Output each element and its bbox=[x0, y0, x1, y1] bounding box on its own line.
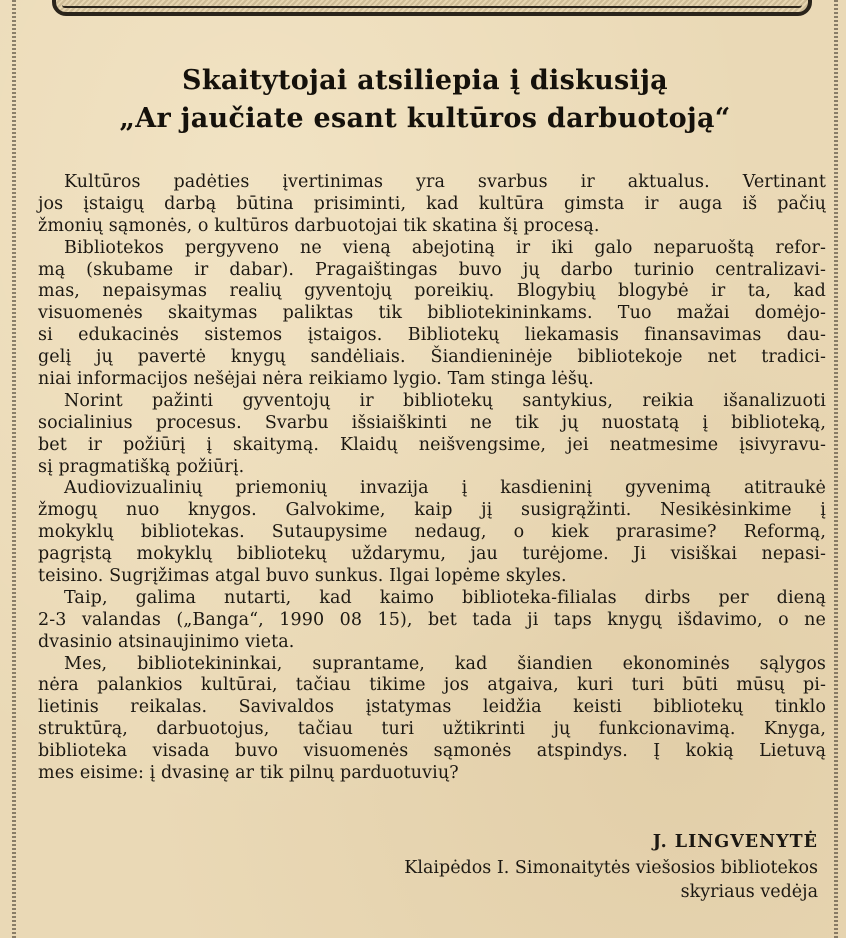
left-column-rule bbox=[12, 0, 16, 938]
headline-line-2: „Ar jaučiate esant kultūros darbuotoją“ bbox=[119, 103, 731, 134]
article-line: mes eisime: į dvasinę ar tik pilnų parduotuvių? bbox=[38, 763, 459, 784]
article-line: nėra palankios kultūrai, tačiau tikime jos atgaiva, kuri turi būti mūsų pi- bbox=[38, 675, 826, 696]
article-line: Audiovizualinių priemonių invazija į kasdieninį gyvenimą atitraukė bbox=[64, 478, 826, 499]
author-affiliation bbox=[404, 856, 818, 904]
article-line: pagrįstą mokyklų bibliotekų uždarymu, jau turėjome. Ji visiškai nepasi- bbox=[38, 544, 826, 565]
article-line: žmonių sąmonės, o kultūros darbuotojai tik skatina šį procesą. bbox=[38, 215, 600, 236]
article-line: jos įstaigų darbą būtina prisiminti, kad kultūra gimsta ir auga iš pačių bbox=[38, 193, 826, 214]
affiliation-line-1: Klaipėdos I. Simonaitytės viešosios bibliotekos bbox=[404, 858, 818, 878]
article-line: mokyklų bibliotekas. Sutaupysime nedaug, o kiek prarasime? Reformą, bbox=[38, 522, 826, 543]
top-ornamental-frame bbox=[52, 0, 812, 16]
article-line: bet ir požiūrį į skaitymą. Klaidų neišvengsime, jei neatmesime įsivyravu- bbox=[38, 434, 826, 455]
article-line: mą (skubame ir dabar). Pragaištingas buvo jų darbo turinio centralizavi- bbox=[38, 259, 826, 280]
affiliation-line-2: skyriaus vedėja bbox=[680, 882, 818, 902]
article-line: si edukacinės sistemos įstaigos. Bibliotekų liekamasis finansavimas dau- bbox=[38, 325, 826, 346]
article-line: lietinis reikalas. Savivaldos įstatymas leidžia keisti bibliotekų tinklo bbox=[38, 697, 826, 718]
article-line: Norint pažinti gyventojų ir bibliotekų santykius, reikia išanalizuoti bbox=[64, 390, 826, 411]
article-line: gelį jų pavertė knygų sandėliais. Šiandieninėje bibliotekoje net tradici- bbox=[38, 347, 826, 368]
headline-line-1: Skaitytojai atsiliepia į diskusiją bbox=[182, 65, 668, 96]
article-line: visuomenės skaitymas paliktas tik bibliotekininkams. Tuo mažai domėjo- bbox=[38, 303, 826, 324]
author-name: J. LINGVENYTĖ bbox=[652, 832, 818, 852]
right-column-rule bbox=[834, 0, 838, 938]
article-line: Kultūros padėties įvertinimas yra svarbus ir aktualus. Vertinant bbox=[64, 172, 826, 192]
article-line: Taip, galima nutarti, kad kaimo biblioteka-filialas dirbs per dieną bbox=[64, 587, 826, 608]
article-line: niai informacijos nešėjai nėra reikiamo lygio. Tam stinga lėšų. bbox=[38, 369, 594, 390]
article-line: sį pragmatišką požiūrį. bbox=[38, 456, 245, 477]
article-line: teisino. Sugrįžimas atgal buvo sunkus. Ilgai lopėme skyles. bbox=[38, 566, 567, 587]
article-line: struktūrą, darbuotojus, tačiau turi užtikrinti jų funkcionavimą. Knyga, bbox=[38, 719, 826, 740]
article-line: Mes, bibliotekininkai, suprantame, kad šiandien ekonominės sąlygos bbox=[64, 653, 826, 674]
article-line: dvasinio atsinaujinimo vieta. bbox=[38, 631, 295, 652]
article-line: žmogų nuo knygos. Galvokime, kaip jį susigrąžinti. Nesikėsinkime į bbox=[38, 500, 826, 521]
article-line: socialinius procesus. Svarbu išsiaiškinti ne tik jų nuostatą į biblioteką, bbox=[38, 412, 826, 433]
article-line: mas, nepaisymas realių gyventojų poreikių. Blogybių blogybė ir ta, kad bbox=[38, 281, 826, 302]
article-line: Bibliotekos pergyveno ne vieną abejotiną ir iki galo neparuoštą refor- bbox=[64, 237, 826, 258]
article-body bbox=[38, 172, 826, 785]
article-line: 2-3 valandas („Banga“, 1990 08 15), bet tada ji taps knygų išdavimo, o ne bbox=[38, 609, 826, 630]
article-line: biblioteka visada buvo visuomenės sąmonės atspindys. Į kokią Lietuvą bbox=[38, 741, 826, 762]
